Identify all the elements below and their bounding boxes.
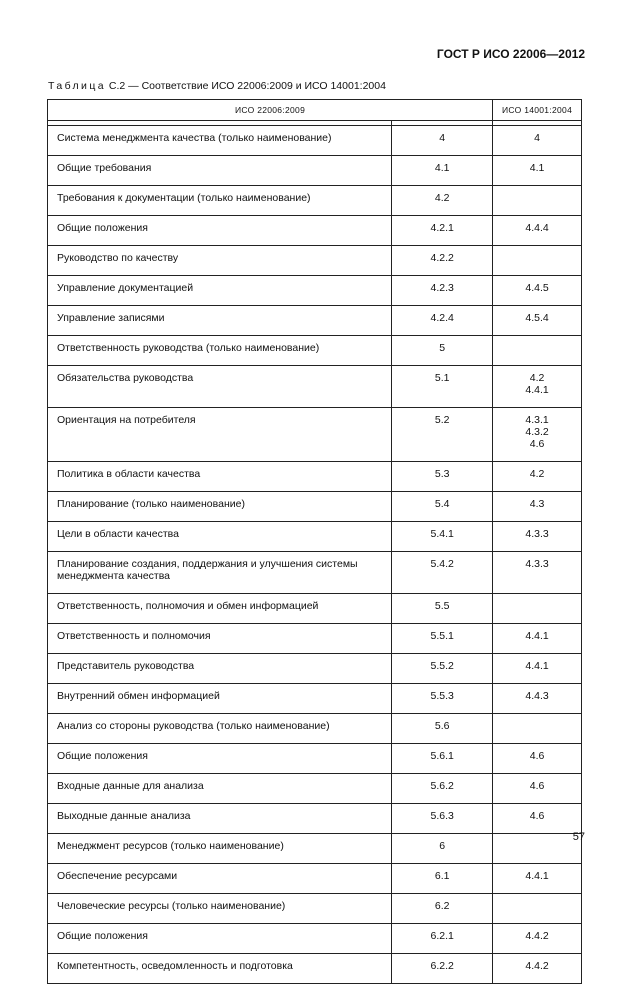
requirement-name: Цели в области качества <box>48 522 392 552</box>
iso22006-clause: 5.4.1 <box>392 522 493 552</box>
iso14001-clause-cell <box>493 894 582 924</box>
requirement-name: Ориентация на потребителя <box>48 408 392 462</box>
table-row <box>48 834 582 864</box>
table-row <box>48 336 582 366</box>
iso14001-clause: 4.3.3 <box>525 528 549 540</box>
iso22006-clause: 6.2 <box>392 894 493 924</box>
iso22006-clause: 5.3 <box>392 462 493 492</box>
table-row <box>48 408 582 462</box>
iso14001-clause: 4.4.1 <box>525 384 549 396</box>
iso14001-clause: 4.4.3 <box>525 690 549 702</box>
table-row <box>48 276 582 306</box>
table-caption-text: С.2 — Соответствие ИСО 22006:2009 и ИСО 14001:2004 <box>108 80 386 92</box>
table-row <box>48 954 582 984</box>
iso14001-clause-cell <box>493 186 582 216</box>
iso14001-clause: 4.4.2 <box>525 930 549 942</box>
iso22006-clause: 4.2.4 <box>392 306 493 336</box>
table-row <box>48 522 582 552</box>
iso14001-clause-cell <box>493 552 582 594</box>
iso14001-clause-cell <box>493 804 582 834</box>
column-header-iso22006: ИСО 22006:2009 <box>48 100 493 121</box>
page-number: 57 <box>572 831 585 843</box>
table-row <box>48 624 582 654</box>
table-row <box>48 492 582 522</box>
iso14001-clause-cell <box>493 126 582 156</box>
iso22006-clause: 4 <box>392 126 493 156</box>
table-row <box>48 744 582 774</box>
table-body <box>48 126 582 984</box>
requirement-name: Обеспечение ресурсами <box>48 864 392 894</box>
iso22006-clause: 4.2.2 <box>392 246 493 276</box>
iso22006-clause: 5.5 <box>392 594 493 624</box>
table-row <box>48 594 582 624</box>
iso14001-clause: 4.3.1 <box>525 414 549 426</box>
iso22006-clause: 6.2.2 <box>392 954 493 984</box>
iso14001-clause-cell <box>493 492 582 522</box>
requirement-name: Политика в области качества <box>48 462 392 492</box>
iso14001-clause-cell <box>493 306 582 336</box>
iso14001-clause: 4.6 <box>529 810 545 822</box>
requirement-name: Входные данные для анализа <box>48 774 392 804</box>
correspondence-table <box>47 99 582 984</box>
iso22006-clause: 5.6.1 <box>392 744 493 774</box>
table-header-row <box>48 100 582 121</box>
requirement-name: Представитель руководства <box>48 654 392 684</box>
iso14001-clause: 4.4.1 <box>525 870 549 882</box>
iso22006-clause: 4.2.1 <box>392 216 493 246</box>
table-row <box>48 864 582 894</box>
requirement-name: Руководство по качеству <box>48 246 392 276</box>
requirement-name: Система менеджмента качества (только наименование) <box>48 126 392 156</box>
iso14001-clause: 4.6 <box>529 438 545 450</box>
iso22006-clause: 5.5.1 <box>392 624 493 654</box>
table-row <box>48 654 582 684</box>
iso14001-clause-cell <box>493 246 582 276</box>
document-standard-id: ГОСТ Р ИСО 22006—2012 <box>436 47 585 61</box>
table-row <box>48 366 582 408</box>
requirement-name: Планирование создания, поддержания и улучшения системы менеджмента качества <box>48 552 392 594</box>
requirement-name: Требования к документации (только наименование) <box>48 186 392 216</box>
requirement-name: Планирование (только наименование) <box>48 492 392 522</box>
iso14001-clause-cell <box>493 954 582 984</box>
table-row <box>48 462 582 492</box>
requirement-name: Общие требования <box>48 156 392 186</box>
iso22006-clause: 6.1 <box>392 864 493 894</box>
iso14001-clause: 4.3 <box>529 498 545 510</box>
iso14001-clause: 4.4.5 <box>525 282 549 294</box>
iso14001-clause: 4.1 <box>529 162 545 174</box>
iso14001-clause-cell <box>493 714 582 744</box>
iso14001-clause: 4.2 <box>529 372 545 384</box>
iso22006-clause: 5 <box>392 336 493 366</box>
iso14001-clause-cell <box>493 654 582 684</box>
table-row <box>48 126 582 156</box>
iso14001-clause-cell <box>493 624 582 654</box>
iso22006-clause: 5.2 <box>392 408 493 462</box>
iso14001-clause-cell <box>493 156 582 186</box>
iso22006-clause: 5.1 <box>392 366 493 408</box>
iso22006-clause: 5.6.3 <box>392 804 493 834</box>
iso14001-clause-cell <box>493 366 582 408</box>
iso22006-clause: 5.5.3 <box>392 684 493 714</box>
iso14001-clause-cell <box>493 276 582 306</box>
table-row <box>48 246 582 276</box>
iso14001-clause-cell <box>493 684 582 714</box>
iso14001-clause-cell <box>493 408 582 462</box>
iso22006-clause: 5.5.2 <box>392 654 493 684</box>
table-row <box>48 306 582 336</box>
iso14001-clause: 4.6 <box>529 750 545 762</box>
iso14001-clause: 4.2 <box>529 468 545 480</box>
table-row <box>48 552 582 594</box>
iso14001-clause-cell <box>493 834 582 864</box>
table-caption-lead: Таблица <box>48 80 106 92</box>
requirement-name: Общие положения <box>48 924 392 954</box>
iso14001-clause: 4 <box>534 132 540 144</box>
requirement-name: Общие положения <box>48 216 392 246</box>
iso14001-clause-cell <box>493 924 582 954</box>
iso14001-clause-cell <box>493 774 582 804</box>
table-row <box>48 714 582 744</box>
requirement-name: Управление документацией <box>48 276 392 306</box>
iso22006-clause: 5.4.2 <box>392 552 493 594</box>
column-header-iso14001: ИСО 14001:2004 <box>493 100 582 121</box>
iso22006-clause: 4.2.3 <box>392 276 493 306</box>
requirement-name: Анализ со стороны руководства (только наименование) <box>48 714 392 744</box>
requirement-name: Выходные данные анализа <box>48 804 392 834</box>
requirement-name: Общие положения <box>48 744 392 774</box>
iso22006-clause: 4.1 <box>392 156 493 186</box>
requirement-name: Ответственность, полномочия и обмен информацией <box>48 594 392 624</box>
iso14001-clause: 4.4.2 <box>525 960 549 972</box>
table-row <box>48 774 582 804</box>
table-row <box>48 804 582 834</box>
iso22006-clause: 6 <box>392 834 493 864</box>
iso22006-clause: 5.6.2 <box>392 774 493 804</box>
table-row <box>48 684 582 714</box>
table-row <box>48 216 582 246</box>
iso14001-clause-cell <box>493 216 582 246</box>
iso14001-clause-cell <box>493 462 582 492</box>
requirement-name: Обязательства руководства <box>48 366 392 408</box>
iso14001-clause-cell <box>493 594 582 624</box>
iso14001-clause: 4.4.1 <box>525 630 549 642</box>
iso22006-clause: 4.2 <box>392 186 493 216</box>
iso22006-clause: 5.4 <box>392 492 493 522</box>
iso22006-clause: 5.6 <box>392 714 493 744</box>
iso14001-clause: 4.4.1 <box>525 660 549 672</box>
iso14001-clause-cell <box>493 864 582 894</box>
requirement-name: Человеческие ресурсы (только наименование) <box>48 894 392 924</box>
iso14001-clause: 4.4.4 <box>525 222 549 234</box>
table-row <box>48 924 582 954</box>
iso14001-clause-cell <box>493 522 582 552</box>
table-row <box>48 156 582 186</box>
requirement-name: Ответственность и полномочия <box>48 624 392 654</box>
iso22006-clause: 6.2.1 <box>392 924 493 954</box>
table-caption <box>48 80 386 92</box>
table-row <box>48 186 582 216</box>
iso14001-clause: 4.6 <box>529 780 545 792</box>
requirement-name: Управление записями <box>48 306 392 336</box>
iso14001-clause-cell <box>493 744 582 774</box>
requirement-name: Компетентность, осведомленность и подготовка <box>48 954 392 984</box>
requirement-name: Менеджмент ресурсов (только наименование) <box>48 834 392 864</box>
iso14001-clause-cell <box>493 336 582 366</box>
iso14001-clause: 4.3.2 <box>525 426 549 438</box>
requirement-name: Ответственность руководства (только наименование) <box>48 336 392 366</box>
table-row <box>48 894 582 924</box>
iso14001-clause: 4.5.4 <box>525 312 549 324</box>
requirement-name: Внутренний обмен информацией <box>48 684 392 714</box>
iso14001-clause: 4.3.3 <box>525 558 549 570</box>
